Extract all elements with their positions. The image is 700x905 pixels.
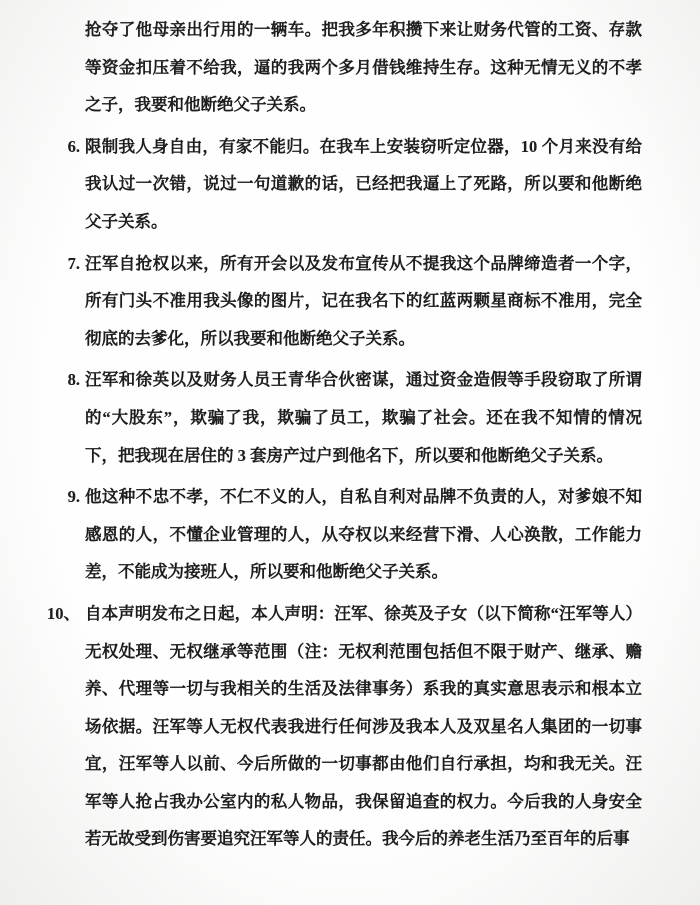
statement-item-6	[0, 128, 700, 241]
item-number: 8.	[67, 370, 80, 390]
item-text: 限制我人身自由，有家不能归。在我车上安装窃听定位器，10 个月来没有给我认过一次错，说过一句道歉的话，已经把我逼上了死路，所以要和他断绝父子关系。	[85, 136, 642, 231]
item-number: 10、	[47, 603, 80, 623]
item-number: 9.	[67, 487, 80, 507]
statement-item-9	[0, 478, 700, 591]
paragraph-item5-continuation: 抢夺了他母亲出行用的一辆车。把我多年积攒下来让财务代管的工资、存款等资金扣压着不给我，逼的我两个多月借钱维持生存。这种无情无义的不孝之子，我要和他断绝父子关系。	[85, 20, 642, 115]
item-text: 自本声明发布之日起，本人声明：汪军、徐英及子女（以下简称“汪军等人）无权处理、无权继承等范围（注：无权利范围包括但不限于财产、继承、赡养、代理等一切与我相关的生活及法律事务）系我的真实意思表示和根本立场依据。汪军等人无权代表我进行任何涉及我本人及双星名人集团的一切事宜，汪军等人以前、今后所做的一切事都由他们自行承担，均和我无关。汪军等人抢占我办公室内的私人物品，我保留追查的权力。今后我的人身安全若无故受到伤害要追究汪军等人的责任。我今后的养老生活乃至百年的后事	[85, 603, 642, 849]
item-text: 汪军和徐英以及财务人员王青华合伙密谋，通过资金造假等手段窃取了所谓的“大股东”，欺骗了我，欺骗了员工，欺骗了社会。还在我不知情的情况下，把我现在居住的 3 套房产过户到他名下，所以要和他断绝父子关系。	[85, 370, 642, 465]
item-text: 他这种不忠不孝，不仁不义的人，自私自利对品牌不负责的人，对爹娘不知感恩的人，不懂企业管理的人，从夺权以来经营下滑、人心涣散，工作能力差，不能成为接班人，所以要和他断绝父子关系。	[85, 487, 642, 582]
item-number: 7.	[67, 253, 80, 273]
statement-item-8	[0, 361, 700, 474]
statement-item-7	[0, 245, 700, 358]
item-number: 6.	[67, 136, 80, 156]
statement-item-10	[0, 595, 700, 858]
item-text: 汪军自抢权以来，所有开会以及发布宣传从不提我这个品牌缔造者一个字，所有门头不准用我头像的图片，记在我名下的红蓝两颗星商标不准用，完全彻底的去爹化，所以我要和他断绝父子关系。	[85, 253, 642, 348]
